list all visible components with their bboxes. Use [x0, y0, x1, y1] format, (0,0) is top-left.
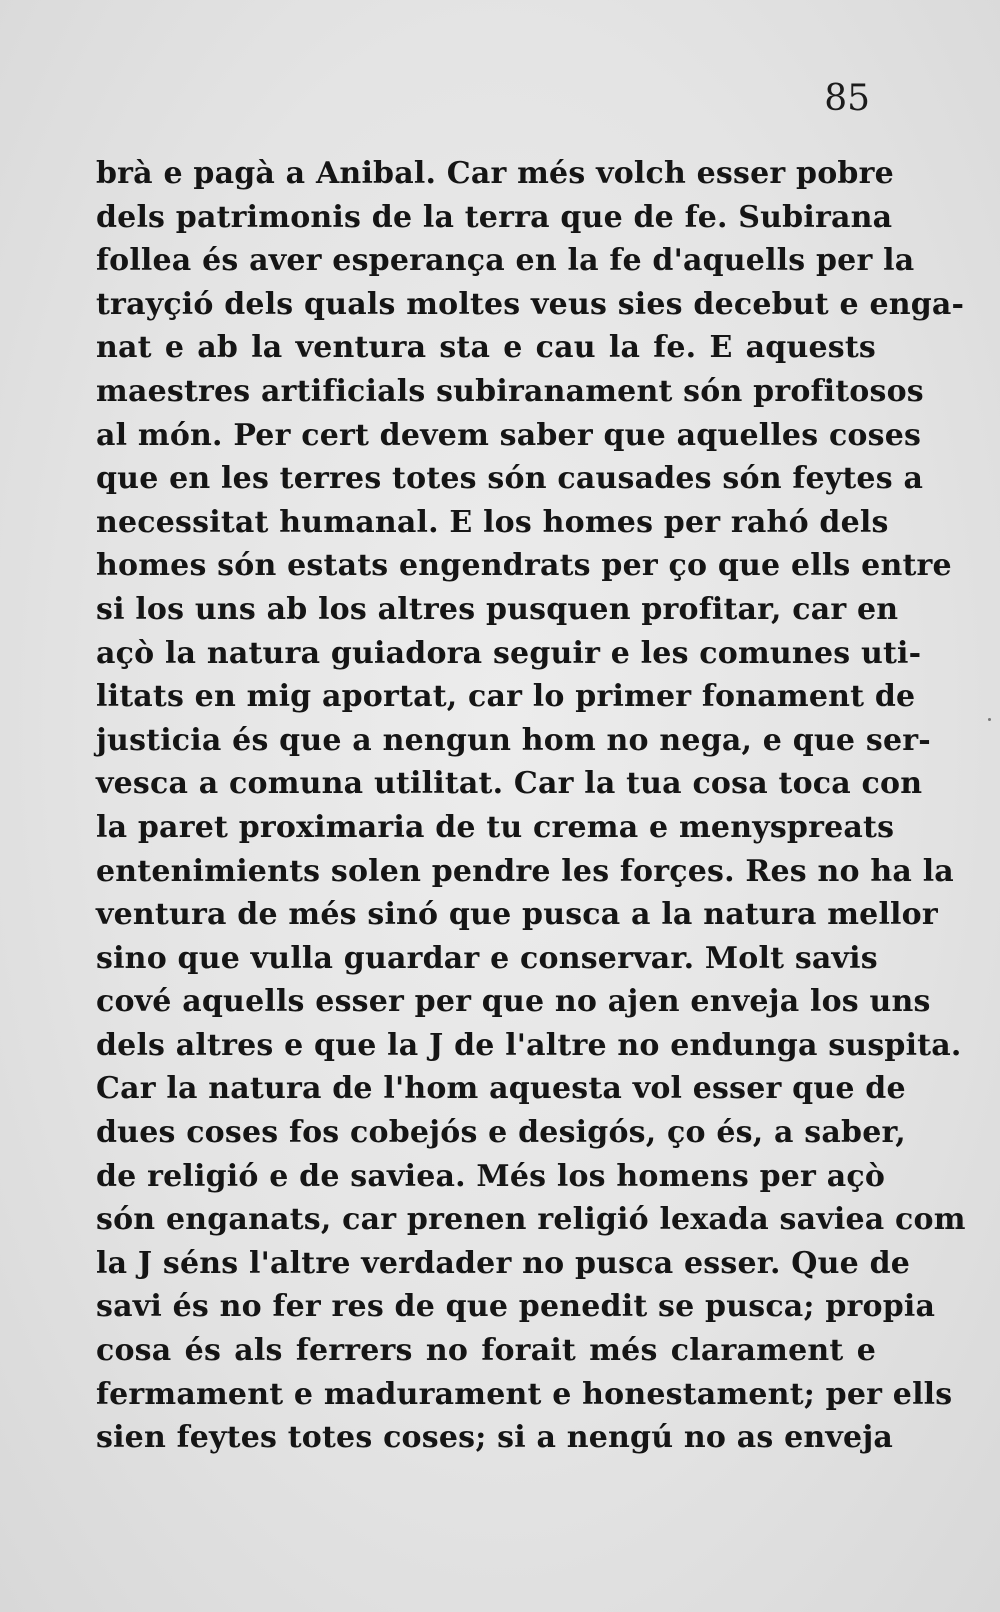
- text-line: necessitat humanal. E los homes per rahó dels: [96, 504, 889, 540]
- text-line: la J séns l'altre verdader no pusca esser. Que de: [96, 1245, 911, 1281]
- text-line: nat e ab la ventura sta e cau la fe. E aquests: [96, 330, 876, 366]
- text-line: de religió e de saviea. Més los homens per açò: [96, 1158, 886, 1194]
- text-line: brà e pagà a Anibal. Car més volch esser pobre: [96, 156, 894, 191]
- text-line: que en les terres totes són causades són feytes a: [96, 461, 924, 497]
- text-line: vesca a comuna utilitat. Car la tua cosa toca con: [96, 766, 923, 802]
- paper-speck: [988, 718, 991, 721]
- text-line: açò la natura guiadora seguir e les comunes uti-: [96, 635, 922, 671]
- text-line: Car la natura de l'hom aquesta vol esser que de: [96, 1071, 906, 1107]
- text-line: dels patrimonis de la terra que de fe. Subirana: [96, 199, 893, 235]
- text-line: savi és no fer res de que penedit se pusca; propia: [96, 1289, 936, 1325]
- text-line: sien feytes totes coses; si a nengú no as enveja: [96, 1420, 894, 1456]
- page-number: 85: [824, 78, 870, 119]
- text-line: al món. Per cert devem saber que aquelles coses: [96, 417, 922, 453]
- text-line: la paret proximaria de tu crema e menyspreats: [96, 809, 895, 845]
- text-line: entenimients solen pendre les forçes. Res no ha la: [96, 853, 954, 889]
- text-line: maestres artificials subiranament són profitosos: [96, 373, 924, 409]
- text-line: follea és aver esperança en la fe d'aquells per la: [96, 243, 915, 279]
- text-line: fermament e madurament e honestament; per ells: [96, 1376, 953, 1412]
- text-line: ventura de més sinó que pusca a la natura mellor: [96, 897, 938, 933]
- text-line: dues coses fos cobejós e desigós, ço és, a saber,: [96, 1115, 906, 1151]
- text-line: litats en mig aportat, car lo primer fonament de: [96, 679, 916, 715]
- text-line: cové aquells esser per que no ajen enveja los uns: [96, 984, 931, 1020]
- text-line: sino que vulla guardar e conservar. Molt savis: [96, 940, 878, 976]
- text-line: cosa és als ferrers no forait més clarament e: [96, 1333, 876, 1369]
- text-line: justicia és que a nengun hom no nega, e que ser-: [96, 722, 931, 758]
- body-text: [96, 152, 966, 1460]
- text-line: dels altres e que la J de l'altre no endunga suspita.: [96, 1027, 962, 1063]
- text-line: si los uns ab los altres pusquen profitar, car en: [96, 591, 899, 627]
- text-line: són enganats, car prenen religió lexada saviea com: [96, 1202, 966, 1238]
- text-line: trayçió dels quals moltes veus sies decebut e enga-: [96, 286, 965, 322]
- text-line: homes són estats engendrats per ço que ells entre: [96, 548, 952, 584]
